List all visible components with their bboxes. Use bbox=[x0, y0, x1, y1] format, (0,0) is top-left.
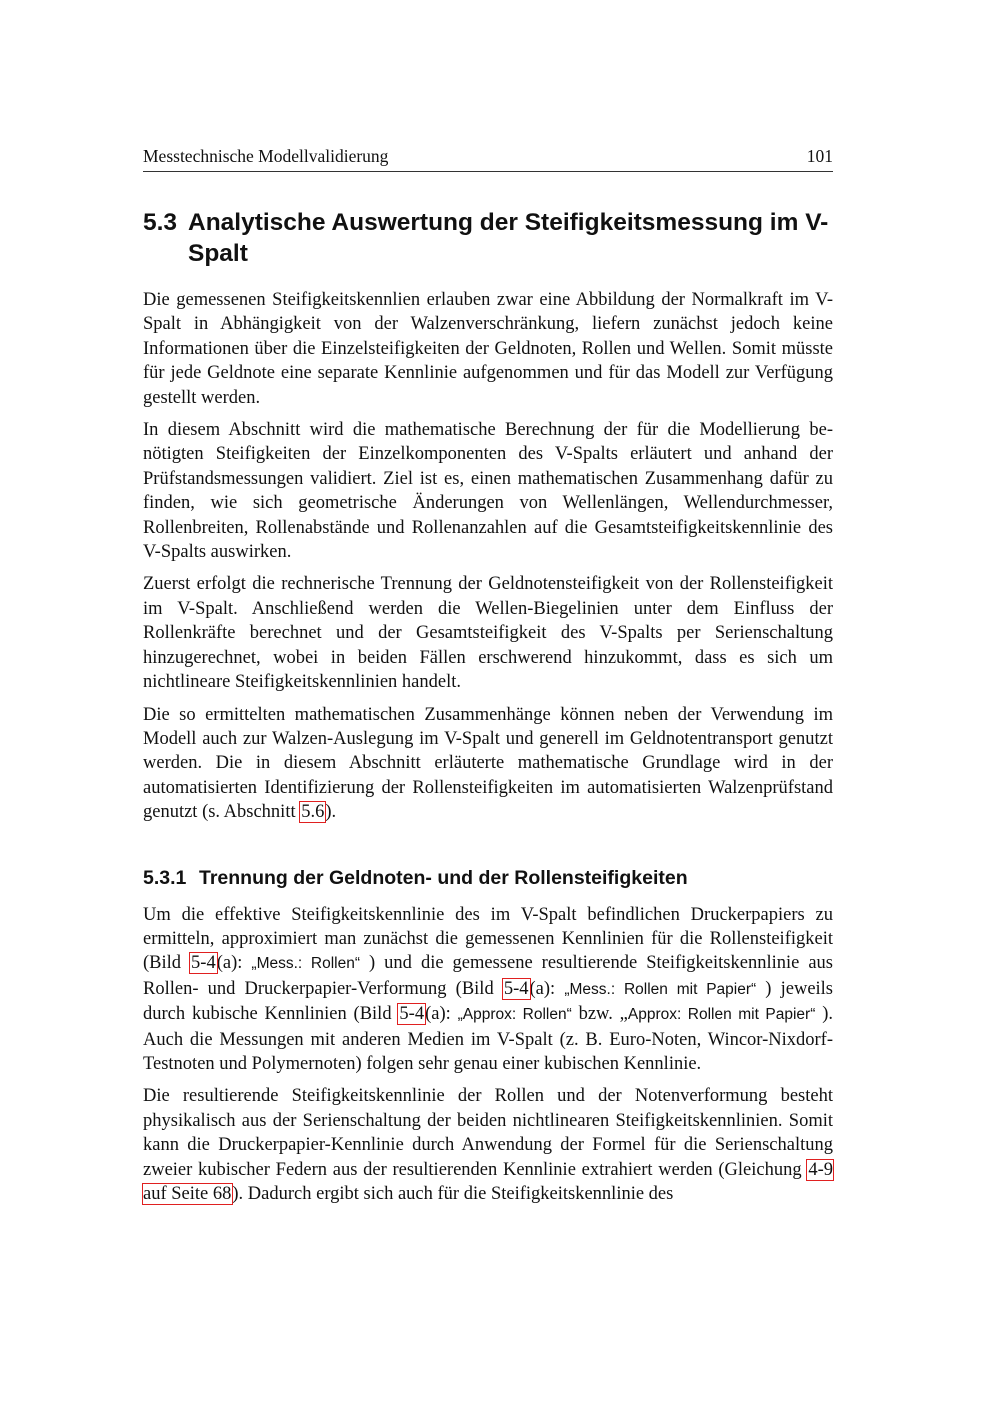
paragraph-1: Die gemessenen Steifigkeitskennlien erlauben zwar eine Abbildung der Normalkraft im V-Spalt in Abhängigkeit von der Walzenverschränkung, liefern zunächst jedoch keine Informationen über die Einzelsteifigkeiten der Geldnoten, Rollen und Wellen. Somit müsste für jede Geldnote eine separate Kennlinie aufgenommen und für das Modell zur Verfügung gestellt werden. bbox=[143, 290, 833, 408]
subsection-number: 5.3.1 bbox=[143, 866, 187, 889]
running-header bbox=[143, 146, 833, 172]
subsection-title: Trennung der Geldnoten- und der Rollensteifigkeiten bbox=[199, 866, 688, 889]
legend-label: „Approx: Rollen“ bbox=[457, 1006, 572, 1024]
document-page bbox=[143, 146, 833, 1214]
section-title: Analytische Auswertung der Steifigkeitsmessung im V-Spalt bbox=[188, 209, 829, 267]
figure-ref-link[interactable]: 5-4 bbox=[503, 978, 529, 999]
section-number: 5.3 bbox=[143, 209, 178, 236]
legend-label: Approx: Rollen mit Papier“ bbox=[627, 1006, 816, 1024]
legend-label: „Mess.: Rollen“ bbox=[251, 955, 361, 973]
paragraph-6: Die resultierende Steifigkeitskennlinie der Rollen und der Notenverformung besteht physikalisch aus der Serienschaltung der beiden nichtlinearen Steifigkeitskennlinien. Somit kann die Druckerpapier-Kennlinie durch Anwendung der Formel für die Serienschaltung zweier kubischer Federn aus der resultierenden Kennlinie extrahiert werden (Gleichung 4-9 auf Seite 68). Dadurch ergibt sich auch für die Steifigkeitskennlinie des bbox=[143, 1086, 833, 1204]
paragraph-5: Um die effektive Steifigkeitskennlinie des im V-Spalt befindlichen Druckerpapiers zu ermitteln, approximiert man zunächst die gemessenen Kennlinien für die Rollensteifigkeit (Bild 5-4(a): „Mess.: Rollen“ ) und die gemessene resultierende Steifigkeitskennlinie aus Rollen- und Druckerpapier-Verformung (Bild 5-4(a): „Mess.: Rollen mit Papier“ ) jeweils durch kubische Kennlinien (Bild 5-4(a): „Approx: Rollen“ bzw. „Approx: Rollen mit Papier“ ). Auch die Messungen mit anderen Medien im V-Spalt (z. B. Euro-Noten, Wincor-Nixdorf-Testnoten und Polymernoten) folgen sehr genau einer kubischen Kennlinie. bbox=[143, 904, 834, 1074]
paragraph-3: Zuerst erfolgt die rechnerische Trennung der Geldnotensteifigkeit von der Rollensteifigkeit im V-Spalt. Anschließend werden die Wellen-Biegelinien unter dem Einfluss der Rollenkräfte berechnet und der Gesamtsteifigkeit des V-Spalts per Serienschaltung hinzugerechnet, wobei in beiden Fällen erschwerend hinzukommt, dass es sich um nichtlineare Steifigkeitskennlinien handelt. bbox=[143, 574, 833, 693]
equation-ref-link[interactable]: 4-9 auf Seite 68 bbox=[143, 1159, 833, 1204]
paragraph-2: In diesem Abschnitt wird die mathematische Berechnung der für die Modellierung benötigten Steifigkeiten der Einzelkomponenten des V-Spalts erläutert und anhand der Prüfstandsmessungen validiert. Ziel ist es, einen mathematischen Zusammenhang dafür zu finden, wie sich geometrische Änderungen von Wellenlängen, Wellendurchmesser, Rollenbreiten, Rollenabstände und Rollenanzahlen auf die Gesamtsteifigkeitskennlinie des V-Spalts auswirken. bbox=[143, 420, 833, 563]
subsection-heading bbox=[143, 865, 833, 891]
section-ref-link[interactable]: 5.6 bbox=[301, 802, 325, 823]
section-heading bbox=[143, 207, 833, 269]
legend-label: „Mess.: Rollen mit Papier“ bbox=[564, 980, 757, 998]
page-number: 101 bbox=[806, 146, 833, 166]
figure-ref-link[interactable]: 5-4 bbox=[399, 1004, 425, 1025]
figure-ref-link[interactable]: 5-4 bbox=[191, 953, 216, 974]
chapter-title: Messtechnische Modellvalidierung bbox=[143, 146, 389, 166]
paragraph-4: Die so ermittelten mathematischen Zusammenhänge können neben der Verwendung im Modell auch zur Walzen-Auslegung im V-Spalt und generell im Geldnotentransport genutzt werden. Die in diesem Abschnitt erläuterte mathematische Grundlage wird in der automatisierten Identifizierung der Rollensteifigkeiten im automatisierten Walzenprüfstand genutzt (s. Abschnitt 5.6). bbox=[143, 704, 833, 823]
